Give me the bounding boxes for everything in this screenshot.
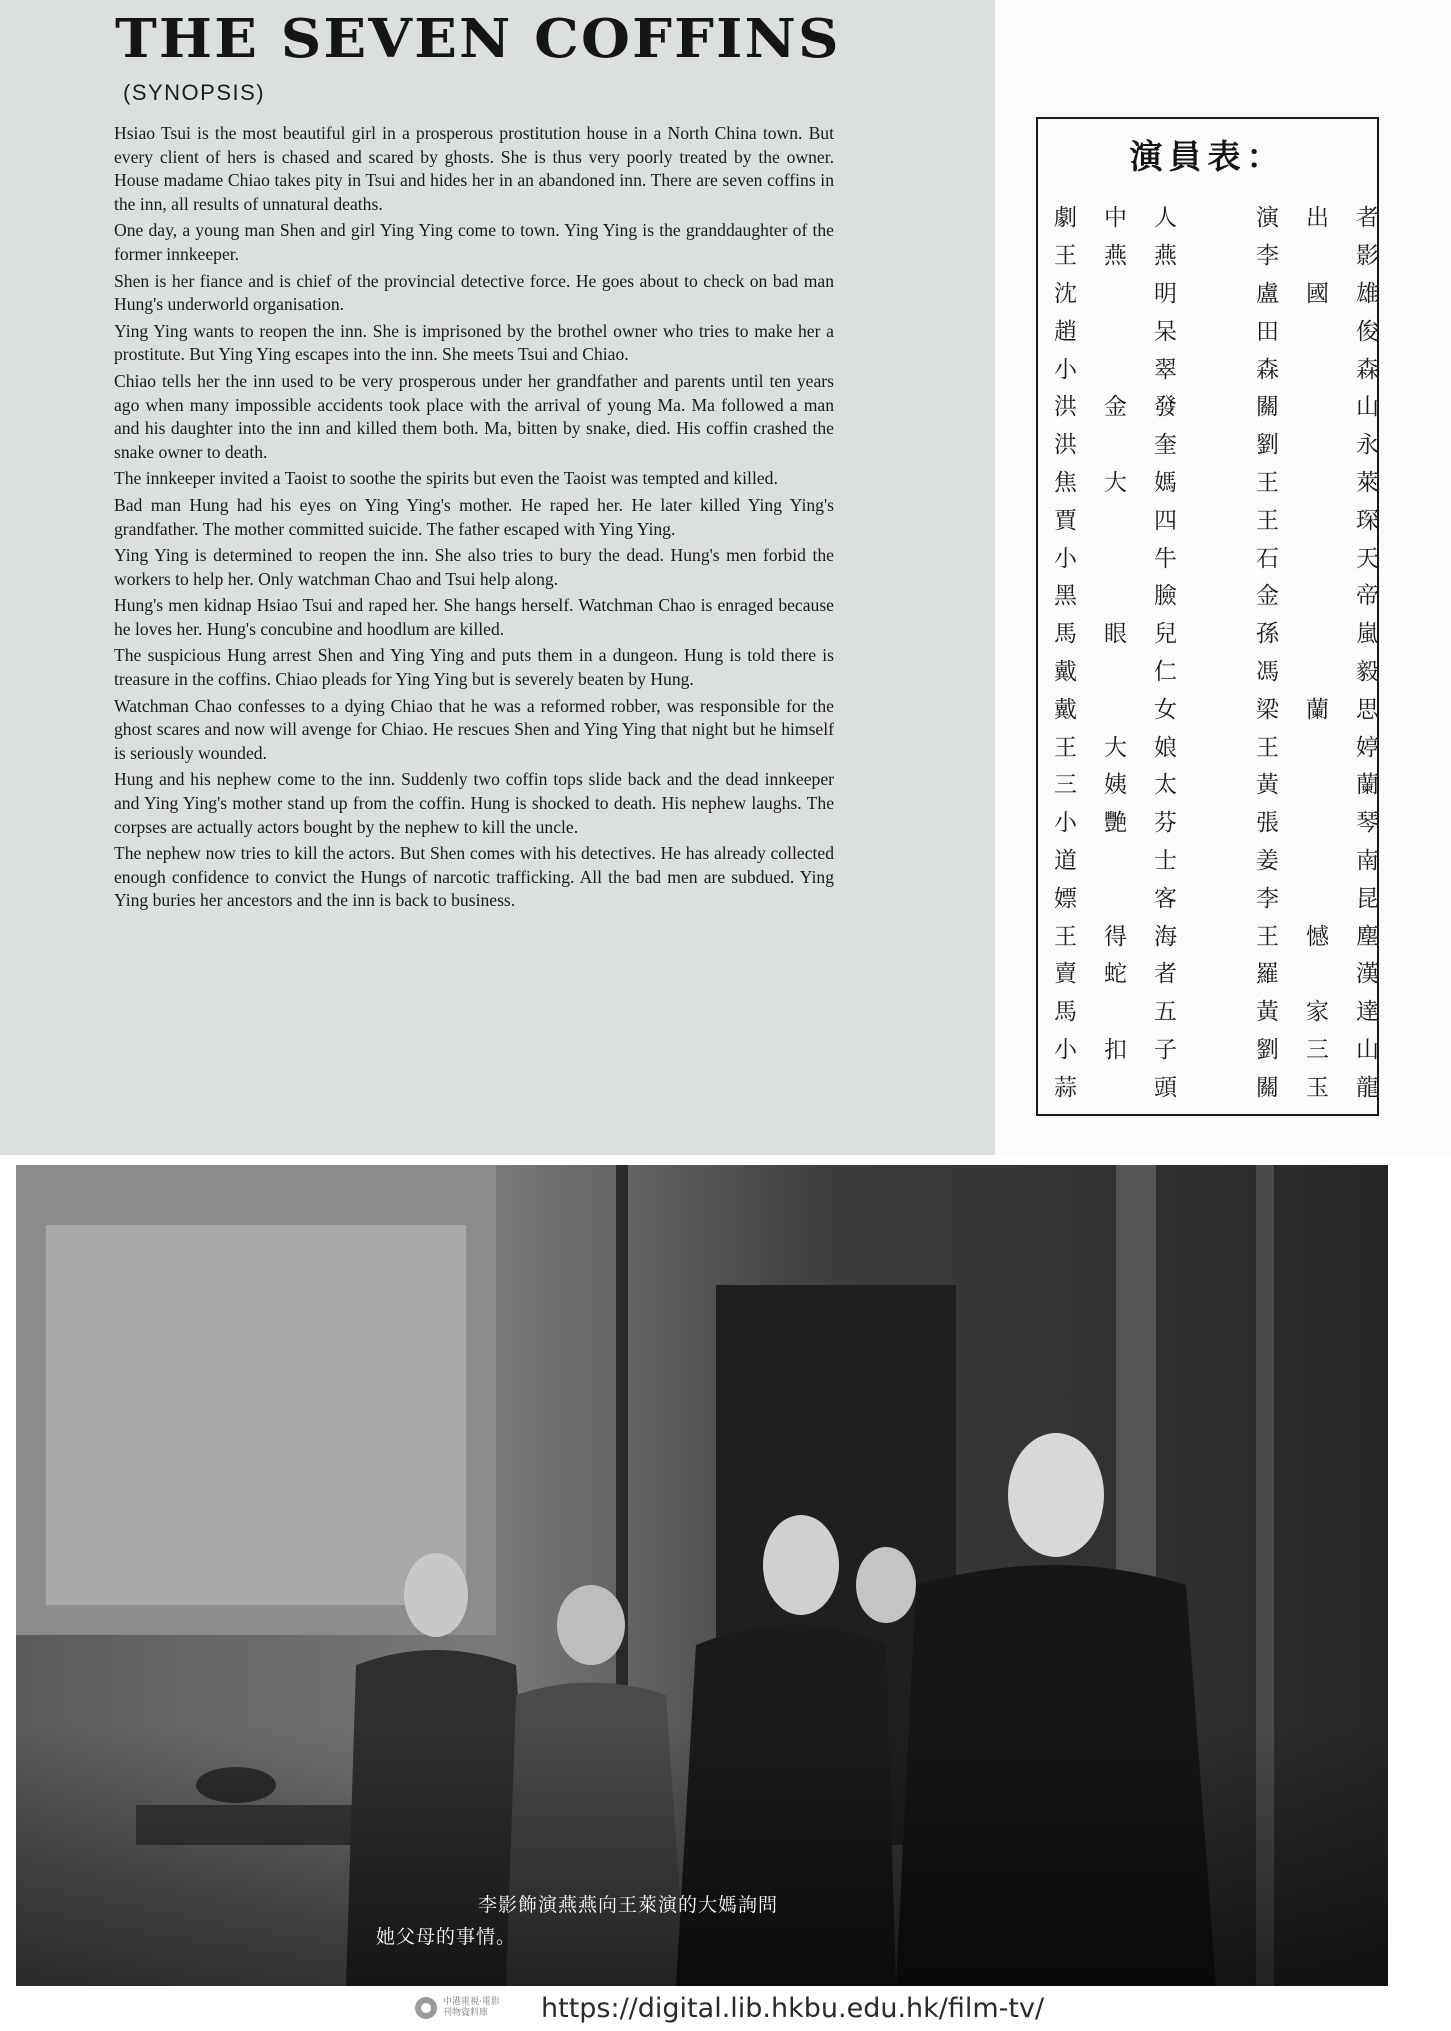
cast-actor: 劉三山 (1256, 1036, 1406, 1063)
cast-row (1054, 499, 1406, 537)
cast-row (1054, 915, 1406, 953)
cast-role: 嫖 客 (1054, 885, 1204, 912)
footer (415, 1988, 1044, 2028)
cast-role: 洪 奎 (1054, 432, 1204, 459)
cast-actor: 姜 南 (1256, 847, 1406, 874)
synopsis-paragraph: Shen is her fiance and is chief of the provincial detective force. He goes about to check on bad man Hung's underworld organisation. (114, 270, 834, 315)
cast-row (1054, 424, 1406, 462)
cast-actor: 王 萊 (1256, 469, 1406, 496)
cast-row (1054, 1066, 1406, 1104)
cast-row (1054, 613, 1406, 651)
synopsis-paragraph: Ying Ying wants to reopen the inn. She is imprisoned by the brothel owner who tries to make her a prostitute. But Ying Ying escapes into the inn. She meets Tsui and Chiao. (114, 320, 834, 365)
cast-actor: 王 婷 (1256, 734, 1406, 761)
cast-row (1054, 197, 1406, 235)
cast-row (1054, 764, 1406, 802)
cast-actor: 金 帝 (1256, 583, 1406, 610)
synopsis-paragraph: Bad man Hung had his eyes on Ying Ying's mother. He raped her. He later killed Ying Ying's grandfather. The mother committed suicide. The father escaped with Ying Ying. (114, 494, 834, 539)
synopsis-paragraph: The innkeeper invited a Taoist to soothe the spirits but even the Taoist was tempted and killed. (114, 468, 778, 489)
cast-role: 焦大媽 (1054, 469, 1204, 496)
library-logo-icon (415, 1997, 437, 2019)
cast-row (1054, 575, 1406, 613)
cast-role: 賈 四 (1054, 507, 1204, 534)
cast-role: 戴 仁 (1054, 658, 1204, 685)
cast-actor: 王憾塵 (1256, 923, 1406, 950)
cast-row (1054, 877, 1406, 915)
cast-actor: 李 昆 (1256, 885, 1406, 912)
synopsis-paragraph: The nephew now tries to kill the actors. But Shen comes with his detectives. He has already collected enough confidence to convict the Hungs of narcotic trafficking. All the bad men are subdued. Ying Ying buries her ancestors and the inn is back to business. (114, 843, 834, 911)
synopsis-paragraph: Watchman Chao confesses to a dying Chiao that he was a reformed robber, was responsible for the ghost scares and now will avenge for Chiao. He rescues Shen and Ying Ying that night but he himself is seriously wounded. (114, 695, 834, 763)
cast-actor: 馮 毅 (1256, 658, 1406, 685)
cast-role: 賣蛇者 (1054, 961, 1204, 988)
cast-role: 王大娘 (1054, 734, 1204, 761)
cast-row (1054, 537, 1406, 575)
film-still-image (16, 1165, 1388, 1986)
cast-actor: 黃 蘭 (1256, 772, 1406, 799)
cast-actor: 森 森 (1256, 356, 1406, 383)
cast-row (1054, 1029, 1406, 1067)
library-logo (415, 1991, 535, 2025)
cast-actor: 張 琴 (1256, 810, 1406, 837)
cast-role: 王得海 (1054, 923, 1204, 950)
cast-row (1054, 688, 1406, 726)
cast-role: 劇中人 (1054, 205, 1204, 232)
film-still-photo (16, 1165, 1388, 1986)
cast-role: 馬眼兒 (1054, 621, 1204, 648)
synopsis-paragraph: One day, a young man Shen and girl Ying Ying come to town. Ying Ying is the granddaughter of the former innkeeper. (114, 220, 834, 264)
source-url-link[interactable]: https://digital.lib.hkbu.edu.hk/film-tv/ (541, 1992, 1045, 2024)
cast-row (1054, 348, 1406, 386)
cast-actor: 關玉龍 (1256, 1074, 1406, 1101)
cast-role: 黑 臉 (1054, 583, 1204, 610)
cast-row (1054, 840, 1406, 878)
page-title: THE SEVEN COFFINS (115, 8, 841, 70)
cast-actor: 演出者 (1256, 205, 1406, 232)
synopsis-paragraph: Hung and his nephew come to the inn. Suddenly two coffin tops slide back and the dead innkeeper and Ying Ying's mother stand up from the coffin. Hung is shocked to death. His nephew laughs. The corpses are actually actors bought by the nephew to kill the uncle. (114, 769, 834, 837)
cast-row (1054, 386, 1406, 424)
cast-actor: 孫 嵐 (1256, 621, 1406, 648)
synopsis-paragraph: The suspicious Hung arrest Shen and Ying Ying and puts them in a dungeon. Hung is told there is treasure in the coffins. Chiao pleads for Ying Ying but is severely beaten by Hung. (114, 645, 834, 690)
cast-actor: 石 天 (1256, 545, 1406, 572)
cast-actor: 盧國雄 (1256, 280, 1406, 307)
synopsis-paragraph: Ying Ying is determined to reopen the inn. She also tries to bury the dead. Hung's men forbid the workers to help her. Only watchman Chao and Tsui help along. (114, 545, 834, 589)
cast-row (1054, 235, 1406, 273)
photo-caption-line-2: 她父母的事情。 (376, 1926, 517, 1948)
cast-role: 王燕燕 (1054, 243, 1204, 270)
cast-role: 趙 呆 (1054, 318, 1204, 345)
cast-actor: 劉 永 (1256, 432, 1406, 459)
cast-role: 道 士 (1054, 847, 1204, 874)
cast-role: 洪金發 (1054, 394, 1204, 421)
synopsis-text (114, 122, 834, 916)
cast-role: 戴 女 (1054, 696, 1204, 723)
cast-row (1054, 991, 1406, 1029)
cast-role: 小 牛 (1054, 545, 1204, 572)
library-logo-text (443, 1997, 500, 2019)
cast-actor: 黃家達 (1256, 999, 1406, 1026)
synopsis-paragraph: Chiao tells her the inn used to be very prosperous under her grandfather and parents until ten years ago when many impossible accidents took place with the arrival of young Ma. Ma followed a man and his daughter into the inn and killed them both. Ma, bitten by snake, died. His coffin crashed the snake owner to death. (114, 370, 834, 462)
photo-caption-line-1: 李影飾演燕燕向王萊演的大媽詢問 (478, 1894, 779, 1916)
cast-actor: 王 琛 (1256, 507, 1406, 534)
cast-actor: 李 影 (1256, 243, 1406, 270)
cast-row (1054, 651, 1406, 689)
cast-row (1054, 273, 1406, 311)
cast-row (1054, 802, 1406, 840)
synopsis-paragraph: Hsiao Tsui is the most beautiful girl in a prosperous prostitution house in a North China town. But every client of hers is chased and scared by ghosts. She is thus very poorly treated by the owner. House madame Chiao takes pity in Tsui and hides her in an abandoned inn. There are seven coffins in the inn, all results of unnatural deaths. (114, 123, 834, 214)
cast-role: 沈 明 (1054, 280, 1204, 307)
cast-list-title: 演員表： (1129, 137, 1286, 176)
cast-actor: 關 山 (1256, 394, 1406, 421)
cast-role: 小 翠 (1054, 356, 1204, 383)
cast-role: 小扣子 (1054, 1036, 1204, 1063)
cast-row (1054, 310, 1406, 348)
cast-row (1054, 726, 1406, 764)
cast-actor: 羅 漢 (1256, 961, 1406, 988)
cast-list-grid (1054, 197, 1406, 1104)
library-logo-text-line-2: 刊物資料庫 (443, 2008, 489, 2018)
cast-actor: 梁蘭思 (1256, 696, 1406, 723)
cast-actor: 田 俊 (1256, 318, 1406, 345)
cast-row (1054, 953, 1406, 991)
synopsis-paragraph: Hung's men kidnap Hsiao Tsui and raped her. She hangs herself. Watchman Chao is enraged because he loves her. Hung's concubine and hoodlum are killed. (114, 595, 834, 639)
library-logo-text-line-1: 中港電視‧電影 (443, 1997, 500, 2007)
page-subtitle: (SYNOPSIS) (123, 80, 266, 105)
cast-list-box (1036, 117, 1406, 1116)
cast-row (1054, 462, 1406, 500)
cast-role: 三姨太 (1054, 772, 1204, 799)
cast-role: 馬 五 (1054, 999, 1204, 1026)
cast-role: 小艷芬 (1054, 810, 1204, 837)
cast-role: 蒜 頭 (1054, 1074, 1204, 1101)
